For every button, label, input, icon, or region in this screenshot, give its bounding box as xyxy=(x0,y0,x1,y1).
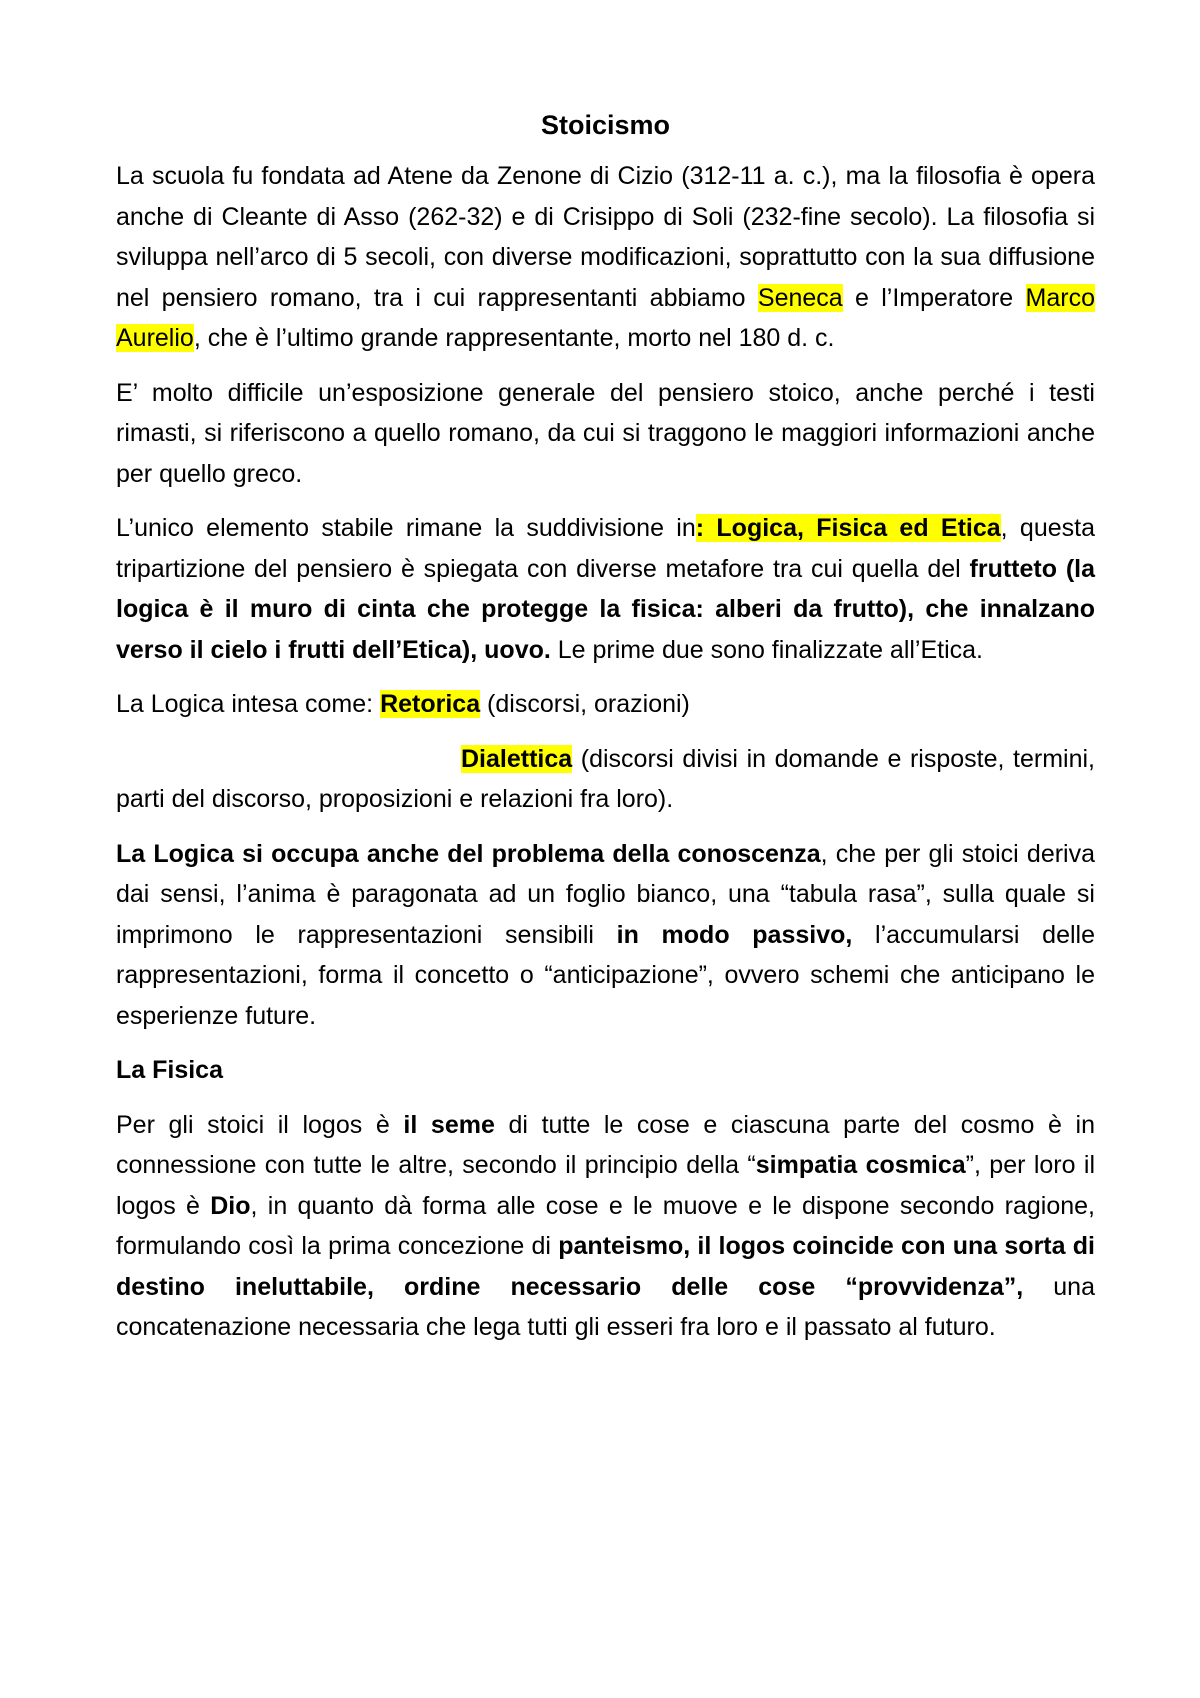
highlight-seneca: Seneca xyxy=(757,283,843,312)
fisica-text-a: Per gli stoici il logos è xyxy=(116,1110,404,1139)
paragraph-fisica xyxy=(116,1105,1095,1348)
highlight-marco-aurelio: Marco Aurelio xyxy=(116,283,1095,352)
paragraph-logica-intesa xyxy=(116,684,1095,725)
paragraph-intro xyxy=(116,156,1095,359)
bold-dio: Dio xyxy=(210,1191,251,1220)
highlight-retorica: Retorica xyxy=(380,690,481,718)
dialettica-text: (discorsi divisi in domande e risposte, termini, parti del discorso, proposizioni e relazioni fra loro). xyxy=(116,744,1095,813)
dialettica-indent xyxy=(116,745,461,773)
paragraph-tripartition xyxy=(116,508,1095,670)
logica-text-b: (discorsi, orazioni) xyxy=(480,690,690,718)
fisica-text-c: ”, per loro il logos è xyxy=(116,1151,1096,1220)
document-title: Stoicismo xyxy=(540,110,671,140)
conoscenza-text-a: , che per gli stoici deriva dai sensi, l’anima è paragonata ad un foglio bianco, una “tabula rasa”, sulla quale si imprimono le rappresentazioni sensibili xyxy=(116,839,1095,949)
paragraph-dialettica xyxy=(116,739,1095,820)
paragraph-exposition: E’ molto difficile un’esposizione generale del pensiero stoico, anche perché i testi rimasti, si riferiscono a quello romano, da cui si traggono le maggiori informazioni anche per quello greco. xyxy=(116,378,1095,488)
intro-text-a: La scuola fu fondata ad Atene da Zenone di Cizio (312-11 a. c.), ma la filosofia è opera anche di Cleante di Asso (262-32) e di Crisippo di Soli (232-fine secolo). La filosofia si sviluppa nell’arco di 5 secoli, con diverse modificazioni, soprattutto con la sua diffusione nel pensiero romano, tra i cui rappresentanti abbiamo xyxy=(116,162,1095,312)
bold-logica-conoscenza: La Logica si occupa anche del problema della conoscenza xyxy=(116,839,821,868)
highlight-logica-fisica-etica: : Logica, Fisica ed Etica xyxy=(695,514,1001,542)
bold-simpatia-cosmica: simpatia cosmica xyxy=(755,1151,966,1179)
bold-il-seme: il seme xyxy=(403,1110,495,1139)
bold-modo-passivo: in modo passivo, xyxy=(616,920,853,949)
intro-text-b: e l’Imperatore xyxy=(842,283,1026,312)
bold-frutteto: frutteto (la logica è il muro di cinta che protegge la fisica: alberi da frutto), che innalzano verso il cielo i frutti dell’Etica), uovo. xyxy=(116,554,1096,664)
heading-la-fisica: La Fisica xyxy=(116,1056,223,1084)
tripartition-text-b: , questa tripartizione del pensiero è spiegata con diverse metafore tra cui quella del xyxy=(116,514,1095,583)
conoscenza-text-b: l’accumularsi delle rappresentazioni, forma il concetto o “anticipazione”, ovvero schemi che anticipano le esperienze future. xyxy=(116,920,1095,1030)
highlight-dialettica: Dialettica xyxy=(461,744,573,773)
fisica-text-b: di tutte le cose e ciascuna parte del cosmo è in connessione con tutte le altre, secondo il principio della “ xyxy=(116,1110,1096,1179)
tripartition-text-a: L’unico elemento stabile rimane la suddivisione in xyxy=(116,514,696,542)
fisica-text-e: una concatenazione necessaria che lega tutti gli esseri fra loro e il passato al futuro. xyxy=(116,1272,1095,1341)
tripartition-text-c: Le prime due sono finalizzate all’Etica. xyxy=(550,635,984,664)
logica-text-a: La Logica intesa come: xyxy=(116,690,381,718)
bold-panteismo: panteismo, il logos coincide con una sorta di destino ineluttabile, ordine necessario delle cose “provvidenza”, xyxy=(116,1232,1095,1301)
paragraph-conoscenza xyxy=(116,834,1095,1037)
intro-text-c: , che è l’ultimo grande rappresentante, morto nel 180 d. c. xyxy=(193,324,835,352)
fisica-text-d: , in quanto dà forma alle cose e le muove e le dispone secondo ragione, formulando così la prima concezione di xyxy=(116,1191,1096,1260)
